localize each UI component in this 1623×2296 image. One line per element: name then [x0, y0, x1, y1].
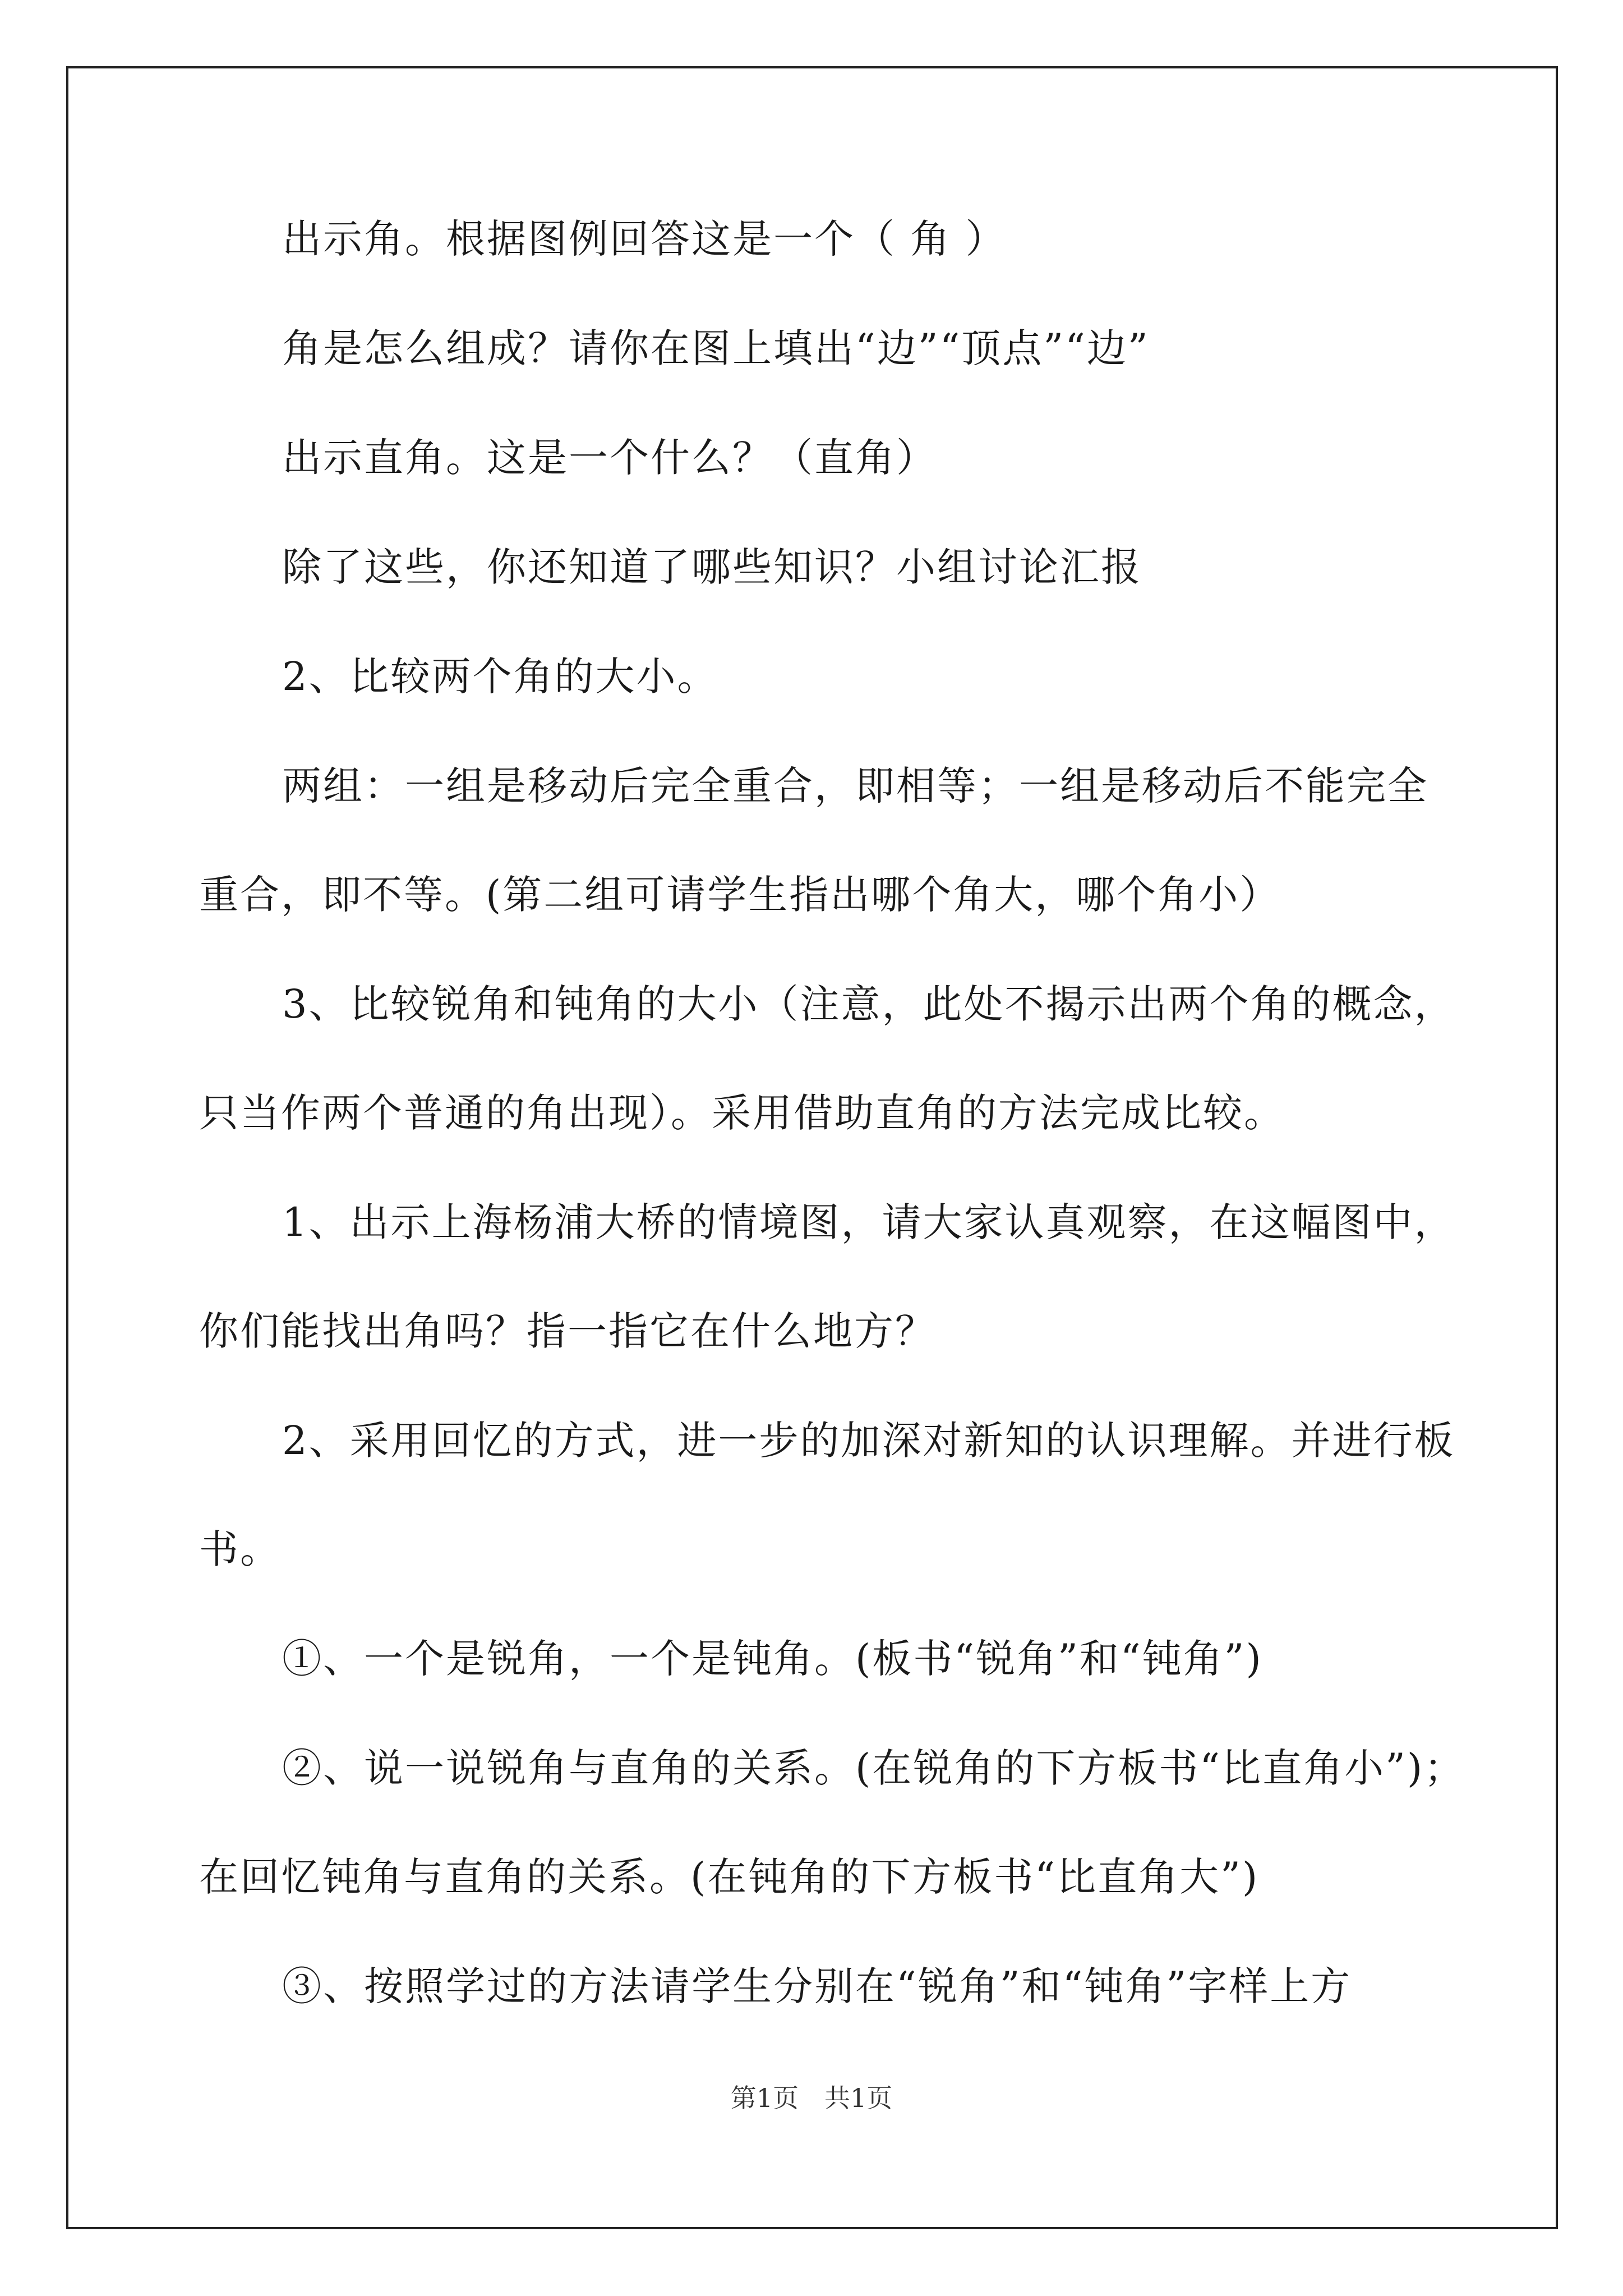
paragraph-6-line-2: 重合，即不等。(第二组可请学生指出哪个角大，哪个角小）	[199, 872, 1281, 918]
document-body	[199, 208, 1465, 2018]
paragraph-9-line-1: 2、采用回忆的方式，进一步的加深对新知的认识理解。并进行板	[282, 1418, 1455, 1464]
paragraph-11-line-1: ②、说一说锐角与直角的关系。(在锐角的下方板书“比直角小”)；	[282, 1745, 1465, 1791]
paragraph-7-line-1: 3、比较锐角和钝角的大小（注意，此处不揭示出两个角的概念，	[282, 981, 1455, 1027]
paragraph-8-line-2: 你们能找出角吗？指一指它在什么地方？	[199, 1308, 936, 1354]
paragraph-1-line-1: 出示角。根据图例回答这是一个（ 角 ）	[282, 216, 1007, 262]
paragraph-11-line-2: 在回忆钝角与直角的关系。(在钝角的下方板书“比直角大”)	[199, 1854, 1260, 1900]
paragraph-3-line-1: 出示直角。这是一个什么？（直角）	[282, 435, 937, 481]
paragraph-10-line-1: ①、一个是锐角，一个是钝角。(板书“锐角”和“钝角”)	[282, 1636, 1263, 1682]
paragraph-9-line-2: 书。	[199, 1526, 281, 1572]
paragraph-4-line-1: 除了这些，你还知道了哪些知识？小组讨论汇报	[282, 544, 1142, 590]
page-footer: 第1页 共1页	[730, 2083, 893, 2113]
paragraph-2-line-1: 角是怎么组成？请你在图上填出“边”“顶点”“边”	[282, 325, 1150, 371]
paragraph-7-line-2: 只当作两个普通的角出现）。采用借助直角的方法完成比较。	[199, 1090, 1285, 1136]
paragraph-8-line-1: 1、出示上海杨浦大桥的情境图，请大家认真观察，在这幅图中，	[282, 1199, 1455, 1245]
paragraph-5-line-1: 2、比较两个角的大小。	[282, 654, 718, 700]
paragraph-12-line-1: ③、按照学过的方法请学生分别在“锐角”和“钝角”字样上方	[282, 1963, 1352, 2009]
paragraph-6-line-1: 两组：一组是移动后完全重合，即相等；一组是移动后不能完全	[282, 763, 1428, 809]
